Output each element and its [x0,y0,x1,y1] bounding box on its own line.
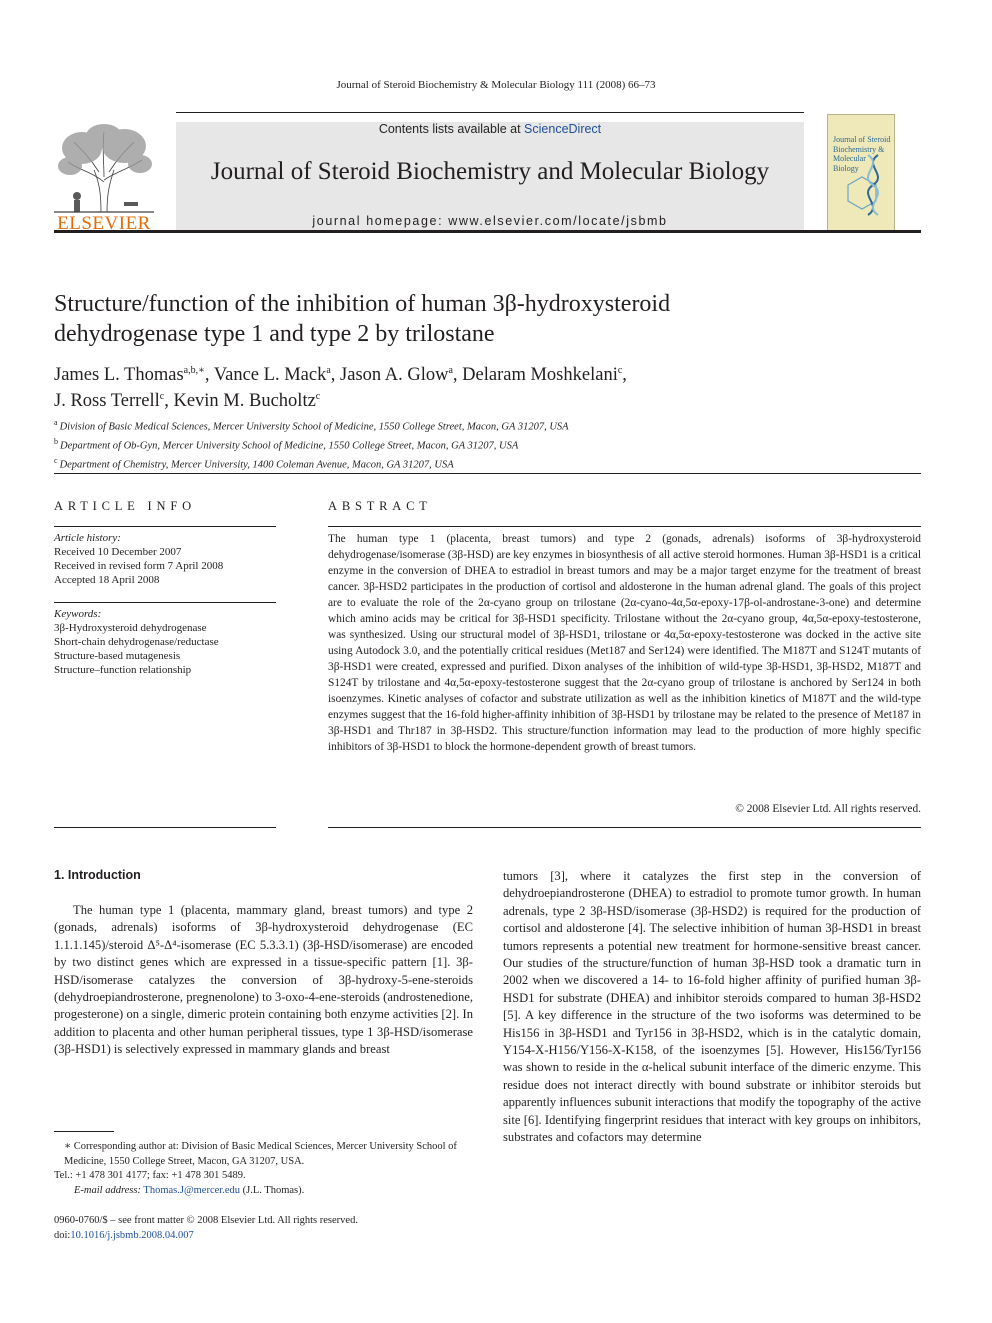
history-item: Accepted 18 April 2008 [54,574,160,586]
author-name[interactable]: Jason A. Glow [340,365,449,386]
affiliations [54,416,914,473]
abstract-text: The human type 1 (placenta, breast tumors) and type 2 (gonads, adrenals) isoforms of 3β-hydroxysteroid dehydrogenase/isomerase (3β-HSD) are key enzymes in biosynthesis of all active steroid hormones. Human 3β-HSD1 is a critical enzyme in the conversion of DHEA to estradiol in breast tumors and may be a major target enzyme for the treatment of breast cancer. 3β-HSD2 participates in the production of cortisol and aldosterone in the human adrenal gland. The goals of this project are to evaluate the role of the 2α-cyano group on trilostane (2α-cyano-4α,5α-epoxy-17β-ol-androstane-3-one) and determine which amino acids may be critical for 3β-HSD1 specificity. Trilostane without the 2α-cyano group, 4α,5α-epoxy-testosterone, was synthesized. Using our structural model of 3β-HSD1, trilostane or 4α,5α-epoxy-testosterone was docked in the active site using Autodock 3.0, and the potentially critical residues (Met187 and Ser124) were identified. The M187T and S124T mutants of 3β-HSD1 were created, expressed and purified. Dixon analyses of the inhibition of wild-type 3β-HSD1, 3β-HSD2, M187T and S124T by trilostane and 4α,5α-epoxy-testosterone suggest that the 2α-cyano group of trilostane is anchored by Ser124 in both isoenzymes. Kinetic analyses of cofactor and substrate utilization as well as the inhibition kinetics of M187T and the wild-type enzymes suggest that the 16-fold higher-affinity inhibition of 3β-HSD1 by trilostane may be related to the presence of Met187 in 3β-HSD1 and Thr187 in 3β-HSD2. This structure/function information may lead to the production of more highly specific inhibitors of 3β-HSD1 to block the hormone-dependent growth of breast tumors. [328,533,921,753]
journal-name: Journal of Steroid Biochemistry and Molecular Biology [210,158,770,185]
intro-column-right: tumors [3], where it catalyzes the first step in the conversion of dehydroepiandrosterone (DHEA) to estradiol to promote tumor growth. In human adrenals, type 2 3β-HSD/isomerase (3β-HSD2) is required for the production of cortisol and aldosterone [4]. The selective inhibition of human 3β-HSD1 in breast tumors represents a potential new treatment for hormone-sensitive breast cancer. Our studies of the structure/function of human 3β-HSD took a dramatic turn in 2002 when we discovered a 14- to 16-fold higher affinity of purified human 3β-HSD1 for substrate (DHEA) and inhibitor steroids compared to human 3β-HSD2 [5]. A key difference in the structure of the two isoforms was determined to be His156 in 3β-HSD1 and Tyr156 in 3β-HSD2, which is in the catalytic domain, Y154-X-H156/Y156-X-K158, of the isoenzymes [5]. However, His156/Tyr156 was shown to reside in the α-helical subunit interface of the dimeric enzyme. This residue does not interact directly with bound substrate or inhibitor steroids but apparently influences subunit interactions that modify the topography of the active site [6]. Identifying fingerprint residues that interact with key groups on inhibitors, substrates and cofactors may determine [503,869,921,1145]
doi-line: doi:10.1016/j.jsbmb.2008.04.007 [54,1229,194,1241]
header-rule [176,112,804,113]
issn-line: 0960-0760/$ – see front matter © 2008 Elsevier Ltd. All rights reserved. [54,1215,358,1226]
author-affil-mark[interactable]: a [326,365,331,376]
contents-line [176,122,804,136]
author-affil-mark[interactable]: a [448,365,453,376]
author-name[interactable]: J. Ross Terrell [54,391,160,412]
author-affil-mark[interactable]: a,b,∗ [183,365,205,376]
author-name[interactable]: James L. Thomas [54,365,184,386]
author-affil-mark[interactable]: c [617,365,623,376]
keyword-item: Structure-based mutagenesis [54,650,181,662]
keyword-item: 3β-Hydroxysteroid dehydrogenase [54,622,207,634]
abstract-rule [328,827,921,828]
author-line-2: J. Ross Terrell$^c$, Kevin M. Bucholtz$^c$ [54,391,321,412]
author-line-1: James L. Thomas$^{a,b,∗}$, Vance L. Mack$^a$, Jason A. Glow$^a$, Delaram Moshkelani$^c$, [54,365,627,386]
article-info-rule [54,526,276,527]
history-label: Article history: [54,532,121,544]
title-rule [54,473,921,474]
author-affil-mark[interactable]: c [315,391,321,403]
cover-title: Journal of Steroid Biochemistry & Molecular Biology [833,135,891,173]
article-title [54,289,914,349]
affiliation-item: $^a$ Division of Basic Medical Sciences, Mercer University School of Medicine, 1550 College Street, Macon, GA 31207, USA [54,418,569,433]
header-thick-rule [54,230,921,233]
contents-prefix: Contents lists available at [378,122,525,136]
article-info-rule [54,827,276,828]
history-item: Received 10 December 2007 [54,546,182,558]
journal-cover-thumbnail [827,114,895,231]
article-info-heading: ARTICLE INFO [54,499,196,513]
intro-column-left: The human type 1 (placenta, mammary gland, breast tumors) and type 2 (gonads, adrenals) isoforms of 3β-hydroxysteroid dehydrogenase (EC 1.1.1.145)/steroid Δ⁵-Δ⁴-isomerase (EC 5.3.3.1) (3β-HSD/isomerase) are encoded by two distinct genes which are expressed in a tissue-specific pattern [1]. 3β-HSD/isomerase catalyzes the conversion of 3β-hydroxy-5-ene-steroids (dehydroepiandrosterone, pregnenolone) to 3-oxo-4-ene-steroids (androstenedione, progesterone) on a single, dimeric protein containing both enzyme activities [2]. In addition to placenta and other human peripheral tissues, type 1 3β-HSD/isomerase (3β-HSD1) is selectively expressed in mammary glands and breast [54,903,473,1057]
sciencedirect-link[interactable]: ScienceDirect [524,122,602,136]
article-history [54,531,276,587]
keywords-label: Keywords: [54,608,102,620]
author-name[interactable]: Vance L. Mack [213,365,327,386]
author-affil-mark[interactable]: c [159,391,165,403]
corresponding-author-footnote [54,1140,473,1198]
abstract-rule [328,526,921,527]
keywords [54,607,276,677]
front-matter [54,1214,554,1243]
abstract-heading: ABSTRACT [328,499,432,513]
running-head: Journal of Steroid Biochemistry & Molecular Biology 111 (2008) 66–73 [336,79,656,91]
abstract-copyright: © 2008 Elsevier Ltd. All rights reserved. [735,803,921,815]
footnote-phone: Tel.: +1 478 301 4177; fax: +1 478 301 5489. [54,1170,246,1181]
affiliation-item: $^b$ Department of Ob-Gyn, Mercer University School of Medicine, 1550 College Street, Macon, GA 31207, USA [54,437,519,452]
email-label: E-mail address: [74,1184,141,1196]
author-name[interactable]: Kevin M. Bucholtz [173,391,316,412]
journal-homepage[interactable]: journal homepage: www.elsevier.com/locate/jsbmb [312,214,668,228]
footnote-email-line: E-mail address: Thomas.J@mercer.edu (J.L. Thomas). [74,1184,305,1196]
article-title-line-2: dehydrogenase type 1 and type 2 by trilostane [54,321,495,347]
doi-link[interactable]: 10.1016/j.jsbmb.2008.04.007 [70,1229,194,1241]
section-heading-introduction: 1. Introduction [54,868,141,882]
publisher-name: ELSEVIER [57,213,151,234]
footnote-rule [54,1131,114,1132]
email-link[interactable]: Thomas.J@mercer.edu [143,1184,240,1196]
author-list [54,360,914,412]
author-name[interactable]: Delaram Moshkelani [462,365,618,386]
article-title-line-1: Structure/function of the inhibition of human 3β-hydroxysteroid [54,291,671,317]
keyword-item: Structure–function relationship [54,664,192,676]
article-info-rule [54,602,276,603]
keyword-item: Short-chain dehydrogenase/reductase [54,636,219,648]
history-item: Received in revised form 7 April 2008 [54,560,224,572]
affiliation-item: $^c$ Department of Chemistry, Mercer University, 1400 Coleman Avenue, Macon, GA 31207, USA [54,456,454,471]
footnote-corresponding: ∗ Corresponding author at: Division of Basic Medical Sciences, Mercer University School of Medicine, 1550 College Street, Macon, GA 31207, USA. [64,1141,457,1167]
